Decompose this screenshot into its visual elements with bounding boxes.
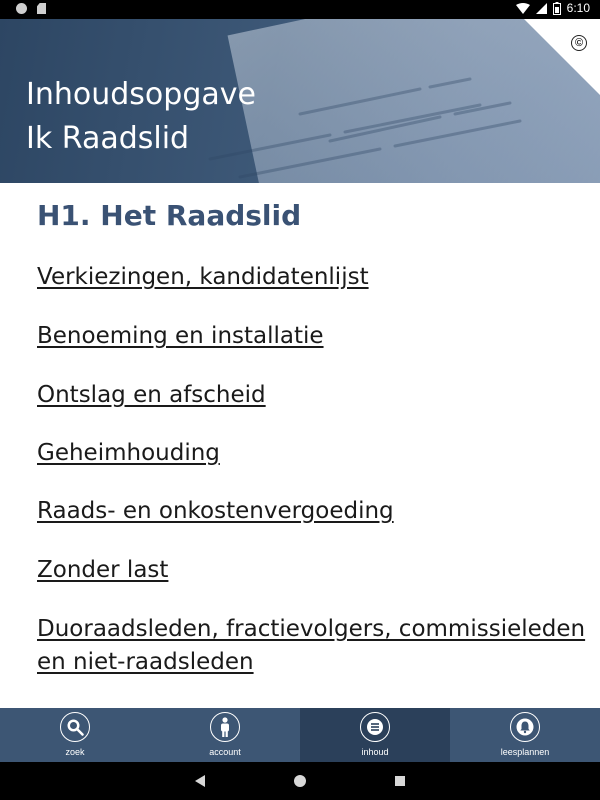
tab-inhoud[interactable]	[300, 708, 450, 762]
back-icon[interactable]	[195, 775, 205, 787]
toc-link[interactable]: Verkiezingen, kandidatenlijst	[37, 264, 369, 290]
tab-leesplannen[interactable]	[450, 708, 600, 762]
tab-label: account	[209, 747, 241, 757]
bell-icon	[510, 712, 540, 742]
list-icon	[360, 712, 390, 742]
copyright-button[interactable]: ©	[571, 35, 587, 51]
battery-icon	[553, 2, 561, 15]
tab-account[interactable]	[150, 708, 300, 762]
header-banner	[0, 19, 600, 183]
signal-icon	[536, 3, 547, 14]
status-bar-system	[516, 1, 590, 15]
chapter-heading: H1. Het Raadslid	[37, 199, 302, 232]
status-time: 6:10	[566, 1, 590, 15]
page-title-line-1: Inhoudsopgave	[26, 77, 256, 112]
toc-link[interactable]: Raads- en onkostenvergoeding	[37, 498, 394, 524]
person-icon	[210, 712, 240, 742]
toc-link[interactable]: Duoraadsleden, fractievolgers, commissieleden en niet-raadsleden	[37, 616, 586, 675]
tab-zoek[interactable]	[0, 708, 150, 762]
navigation-bar	[0, 762, 600, 800]
status-bar	[0, 0, 600, 19]
recents-icon[interactable]	[395, 776, 405, 786]
page-title	[26, 73, 256, 161]
toc-link[interactable]: Zonder last	[37, 557, 169, 583]
tab-label: leesplannen	[500, 747, 550, 757]
page-title-line-2: Ik Raadslid	[26, 121, 190, 156]
notification-dot-icon	[16, 3, 27, 14]
tab-label: zoek	[65, 747, 85, 757]
bottom-tab-bar	[0, 708, 600, 762]
tab-label: inhoud	[361, 747, 389, 757]
toc-link[interactable]: Geheimhouding	[37, 440, 220, 466]
toc-link[interactable]: Benoeming en installatie	[37, 323, 324, 349]
sd-card-icon	[37, 3, 46, 14]
status-bar-notifications	[16, 3, 46, 14]
wifi-icon	[516, 3, 530, 14]
home-icon[interactable]	[294, 775, 306, 787]
search-icon	[60, 712, 90, 742]
toc-link[interactable]: Ontslag en afscheid	[37, 382, 266, 408]
